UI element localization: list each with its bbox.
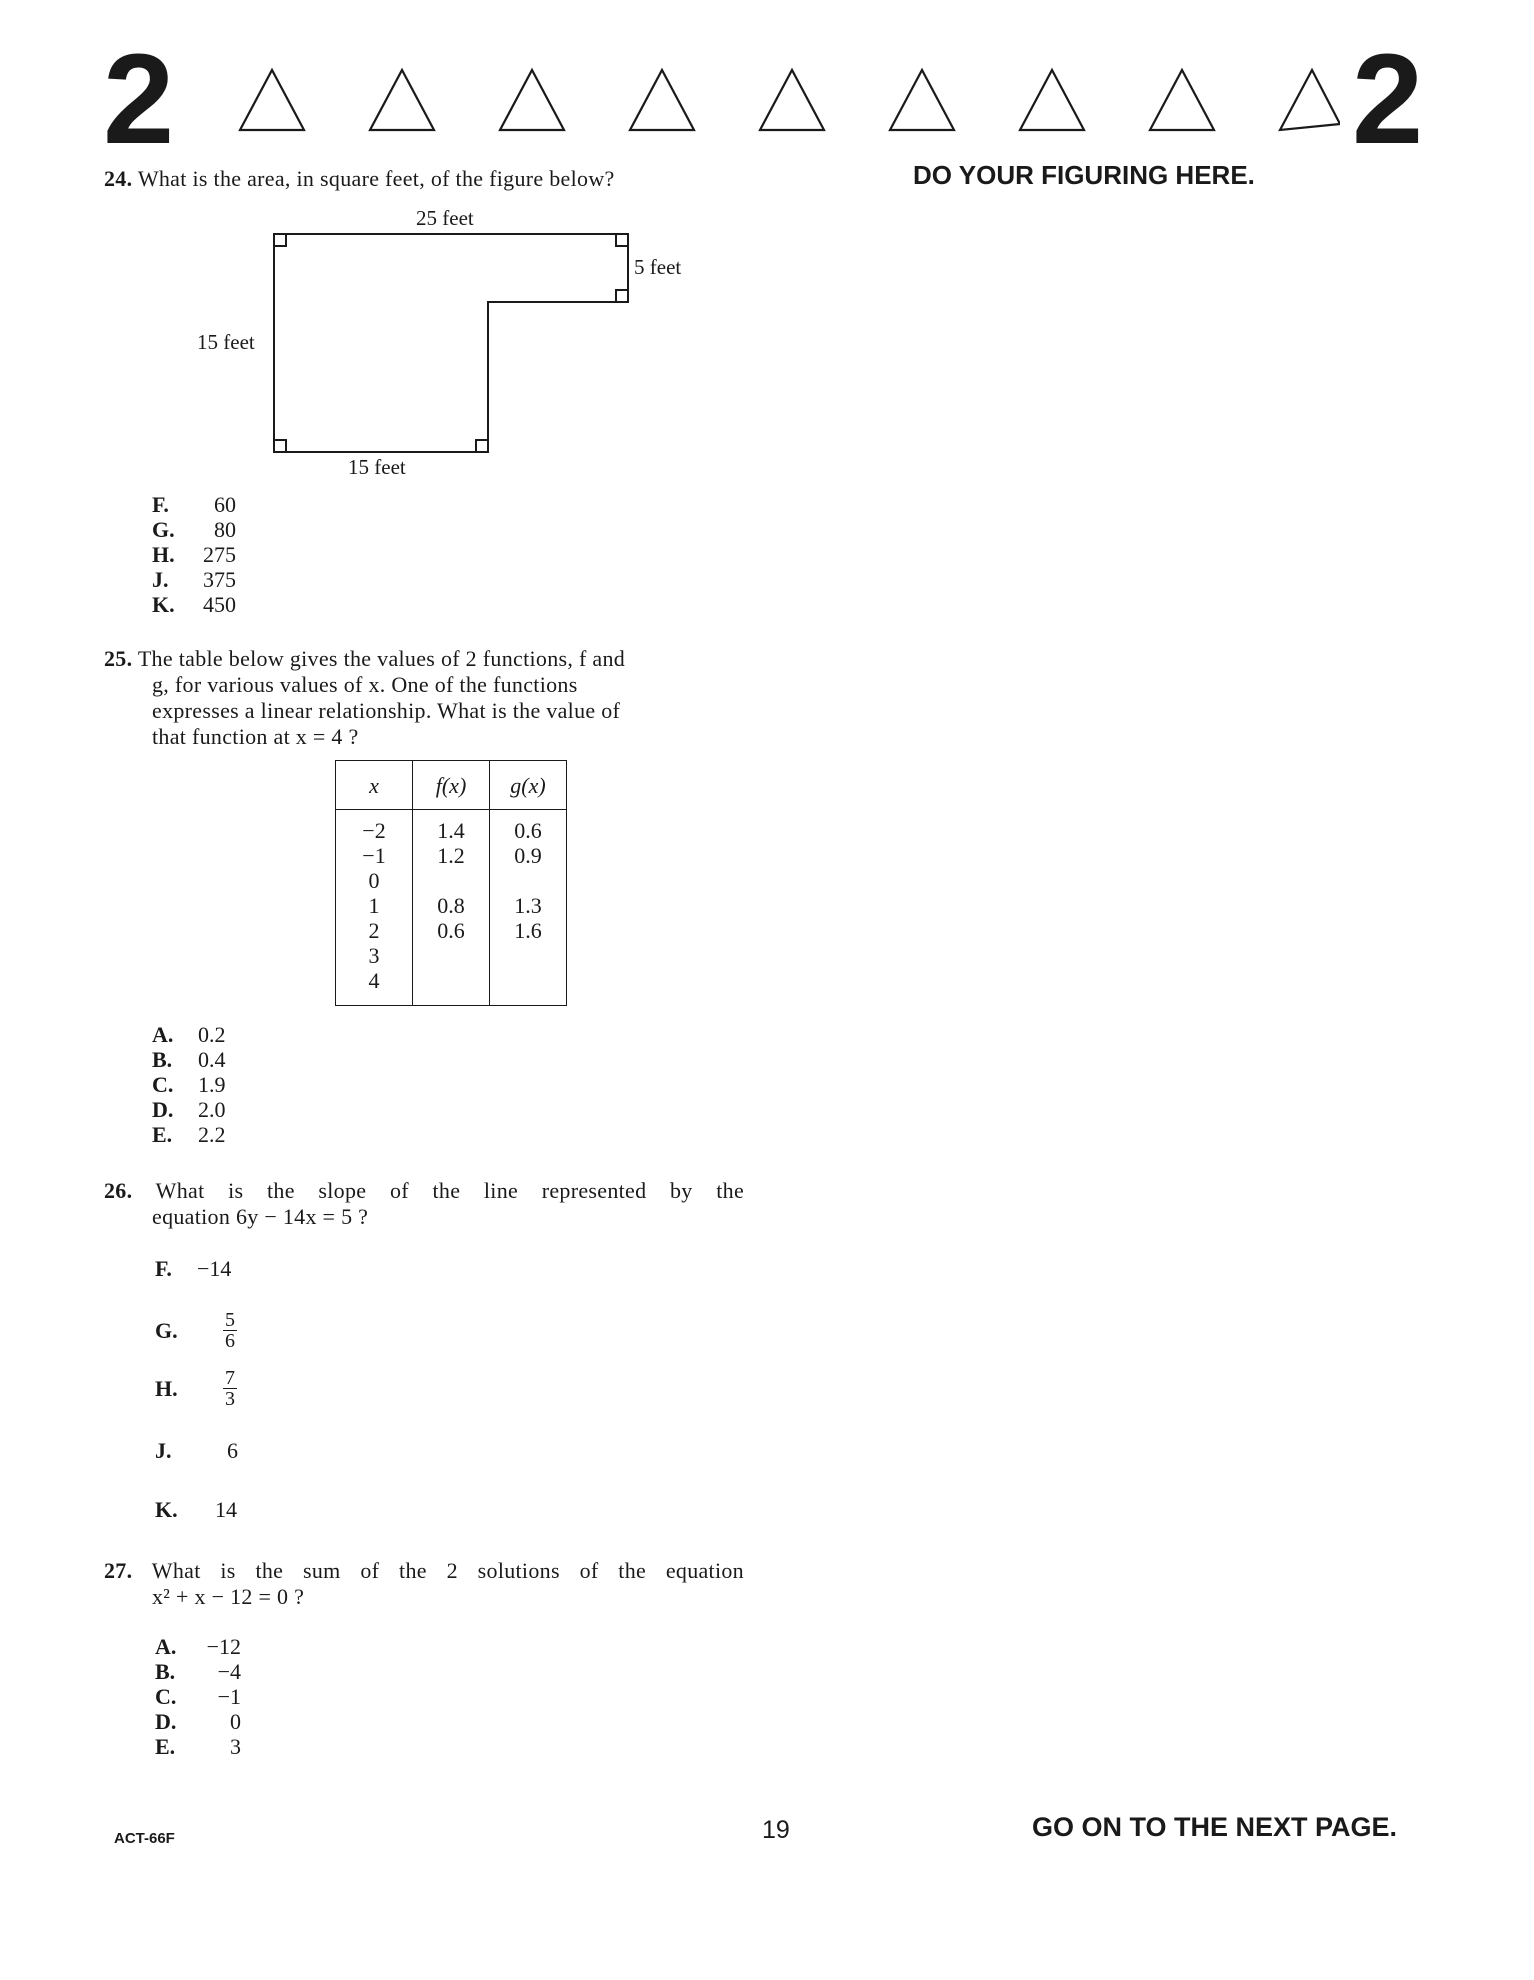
triangle-icon: [760, 70, 824, 130]
section-number-left: 2: [103, 28, 175, 171]
answer-choices-24: [152, 492, 236, 617]
l-shape-figure: [270, 230, 640, 460]
answer-choice-26-f[interactable]: F. −14: [155, 1256, 232, 1281]
header-g: g(x): [490, 761, 567, 810]
answer-choice[interactable]: C. 1.9: [152, 1072, 226, 1097]
triangle-icon: [1150, 70, 1214, 130]
function-table: [335, 760, 567, 1006]
triangle-icon: [1020, 70, 1084, 130]
answer-choice[interactable]: A. 0.2: [152, 1022, 226, 1047]
next-page-label: GO ON TO THE NEXT PAGE.: [1032, 1812, 1398, 1842]
answer-choice[interactable]: C. −1: [155, 1684, 241, 1709]
question-number: 24.: [104, 166, 133, 191]
triangle-row: [200, 60, 1340, 140]
label-bottom: 15 feet: [348, 455, 406, 479]
test-code: ACT-66F: [114, 1830, 175, 1847]
figuring-label: DO YOUR FIGURING HERE.: [913, 160, 1255, 190]
answer-choice[interactable]: F. 60: [152, 492, 236, 517]
triangle-icon: [370, 70, 434, 130]
answer-choice-26-h[interactable]: H. $\frac{7}{3}$: [155, 1367, 235, 1410]
answer-choice[interactable]: A. −12: [155, 1634, 241, 1659]
answer-choice[interactable]: D. 2.0: [152, 1097, 226, 1122]
answer-choice-26-g[interactable]: G. $\frac{5}{6}$: [155, 1309, 235, 1352]
answer-choice[interactable]: E. 3: [155, 1734, 241, 1759]
answer-choice[interactable]: H. 275: [152, 542, 236, 567]
answer-choices-25: [152, 1022, 226, 1147]
section-number-right: 2: [1352, 28, 1424, 171]
triangle-icon: [500, 70, 564, 130]
triangle-icon: [240, 70, 304, 130]
answer-choice-26-k[interactable]: K. 14: [155, 1497, 237, 1522]
question-25: 25. The table below gives the values of 2 functions, f and g, for various values of x. One of the functions expresses a linear relationship. What is the value of that function at x = 4 ?: [104, 646, 626, 749]
label-right: 5 feet: [634, 255, 682, 279]
header-x: x: [336, 761, 413, 810]
answer-choice[interactable]: K. 450: [152, 592, 236, 617]
question-27: 27. What is the sum of the 2 solutions of the equation x² + x − 12 = 0 ?: [104, 1558, 744, 1609]
answer-choice-26-j[interactable]: J. 6: [155, 1438, 238, 1463]
answer-choice[interactable]: J. 375: [152, 567, 236, 592]
question-26: 26. What is the slope of the line represented by the equation 6y − 14x = 5 ?: [104, 1178, 745, 1229]
question-24: [104, 166, 615, 192]
fraction: $\frac{5}{6}$: [225, 1309, 235, 1352]
question-text: What is the area, in square feet, of the figure below?: [137, 166, 615, 191]
column-f: 1.4 1.2 0.8 0.6: [413, 810, 490, 1006]
triangle-icon: [1280, 70, 1340, 130]
header-f: f(x): [413, 761, 490, 810]
answer-choice[interactable]: G. 80: [152, 517, 236, 542]
answer-choice[interactable]: B. −4: [155, 1659, 241, 1684]
triangle-icon: [890, 70, 954, 130]
label-left: 15 feet: [197, 330, 255, 354]
page-number: 19: [762, 1816, 790, 1844]
label-top: 25 feet: [416, 206, 474, 230]
answer-choice[interactable]: E. 2.2: [152, 1122, 226, 1147]
triangle-icon: [630, 70, 694, 130]
answer-choice[interactable]: B. 0.4: [152, 1047, 226, 1072]
answer-choices-27: [155, 1634, 241, 1759]
column-x: −2 −1 0 1 2 3 4: [336, 810, 413, 1006]
column-g: 0.6 0.9 1.3 1.6: [490, 810, 567, 1006]
fraction: $\frac{7}{3}$: [225, 1367, 235, 1410]
answer-choice[interactable]: D. 0: [155, 1709, 241, 1734]
